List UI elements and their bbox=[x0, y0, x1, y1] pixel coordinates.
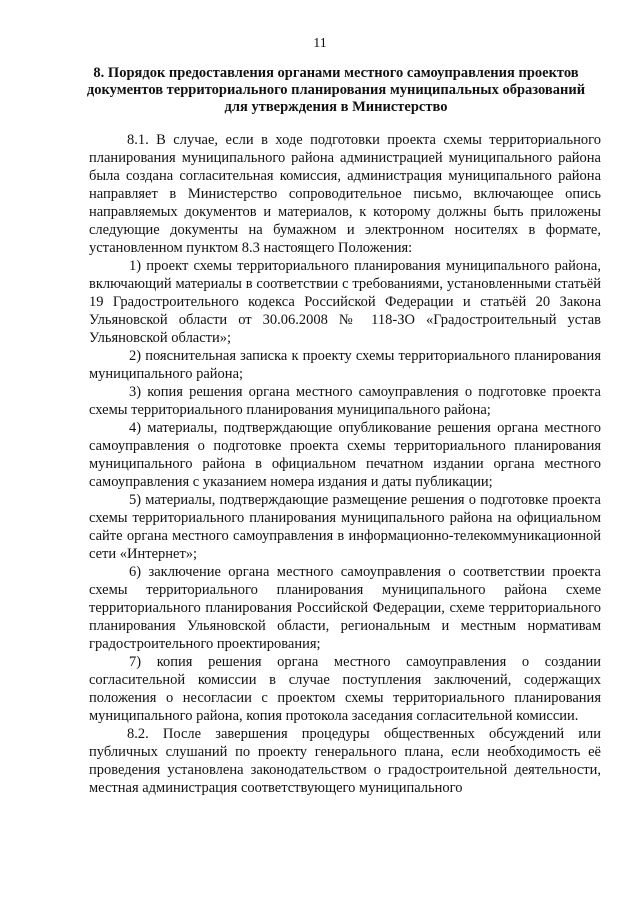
list-item: 5) материалы, подтверждающие размещение решения о подготовке проекта схемы территориального планирования муниципального района на официальном сайте органа местного самоуправления в информационно-телекоммуникационной сети «Интернет»; bbox=[89, 492, 601, 562]
page-number: 11 bbox=[313, 36, 327, 51]
list-item: 7) копия решения органа местного самоуправления о создании согласительной комиссии в случае поступления заключений, содержащих положения о несогласии с проектом схемы территориального планирования муниципального района, копия протокола заседания согласительной комиссии. bbox=[89, 654, 601, 724]
list-item: 3) копия решения органа местного самоуправления о подготовке проекта схемы территориального планирования муниципального района; bbox=[89, 384, 601, 418]
paragraph-8-2: 8.2. После завершения процедуры общественных обсуждений или публичных слушаний по проекту генерального плана, если необходимость её проведения установлена законодательством о градостроительной деятельности, местная администрация соответствующего муниципального bbox=[89, 726, 601, 796]
list-item: 2) пояснительная записка к проекту схемы территориального планирования муниципального района; bbox=[89, 348, 601, 382]
paragraph-8-1: 8.1. В случае, если в ходе подготовки проекта схемы территориального планирования муниципального района администрацией муниципального района была создана согласительная комиссия, администрация муниципального района направляет в Министерство сопроводительное письмо, включающее опись направляемых документов и материалов, к которому должны быть приложены следующие документы на бумажном и электронном носителях в формате, установленном пунктом 8.3 настоящего Положения: bbox=[89, 132, 601, 256]
section-body bbox=[89, 131, 601, 797]
section-heading: 8. Порядок предоставления органами местного самоуправления проектов документов территориального планирования муниципальных образований для утверждения в Министерство bbox=[86, 65, 586, 115]
list-item: 1) проект схемы территориального планирования муниципального района, включающий материалы в соответствии с требованиями, установленными статьёй 19 Градостроительного кодекса Российской Федерации и статьёй 20 Закона Ульяновской области от 30.06.2008 № 118-ЗО «Градостроительный устав Ульяновской области»; bbox=[89, 258, 601, 346]
list-item: 6) заключение органа местного самоуправления о соответствии проекта схемы территориального планирования муниципального района схеме территориального планирования Российской Федерации, схеме территориального планирования Ульяновской области, региональным и местным нормативам градостроительного проектирования; bbox=[89, 564, 601, 652]
list-item: 4) материалы, подтверждающие опубликование решения органа местного самоуправления о подготовке проекта схемы территориального планирования муниципального района в официальном печатном издании органа местного самоуправления с указанием номера издания и даты публикации; bbox=[89, 420, 601, 490]
